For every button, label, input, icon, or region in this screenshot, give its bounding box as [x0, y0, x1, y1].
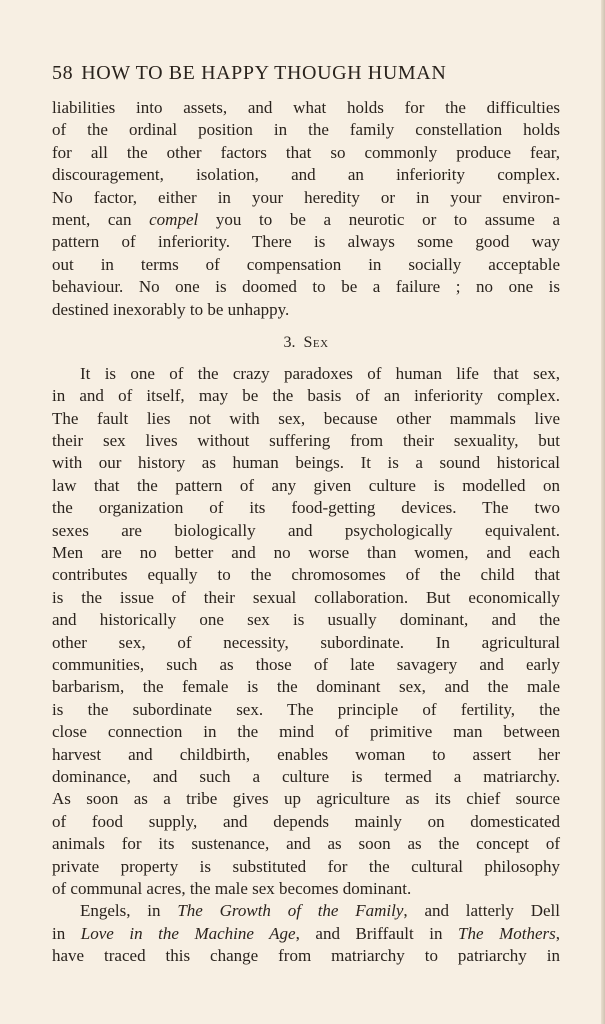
text-line: discouragement, isolation, and an inferiority complex.	[52, 165, 560, 185]
text-line: destined inexorably to be unhappy.	[52, 299, 290, 319]
page-number: 58	[52, 62, 74, 84]
text-line: their sex lives without suffering from their sexuality, but	[52, 431, 560, 451]
text-line: of the ordinal position in the family constellation holds	[52, 120, 560, 140]
text-line: It is one of the crazy paradoxes of human life that sex,	[80, 363, 560, 383]
paragraph-1	[52, 97, 560, 321]
text-line: in and of itself, may be the basis of an inferiority complex.	[52, 386, 560, 406]
text-line: of food supply, and depends mainly on domesticated	[52, 811, 560, 831]
text-line: close connection in the mind of primitive man between	[52, 722, 560, 742]
text-fragment: , and Briffault in	[295, 923, 459, 943]
text-line: Men are no better and no worse than women, and each	[52, 543, 560, 563]
text-line: have traced this change from matriarchy to patriarchy in	[52, 946, 560, 966]
text-line: for all the other factors that so commonly produce fear,	[52, 142, 560, 162]
text-line: other sex, of necessity, subordinate. In agricultural	[52, 632, 560, 652]
text-line: As soon as a tribe gives up agriculture as its chief source	[52, 789, 560, 809]
text-line: the organization of its food-getting devices. The two	[52, 498, 560, 518]
text-fragment: , and latterly Dell	[403, 901, 560, 921]
book-title: Love in the Machine Age	[80, 923, 296, 943]
text-line: The fault lies not with sex, because other mammals live	[52, 408, 560, 428]
section-number: 3.	[283, 333, 296, 351]
page-edge	[601, 0, 605, 1024]
text-line: private property is substituted for the cultural philosophy	[52, 856, 560, 876]
text-line-with-emphasis: ment, can compel you to be a neurotic or to assume a	[52, 209, 560, 229]
text-line: pattern of inferiority. There is always some good way	[52, 232, 560, 252]
running-head-title: HOW TO BE HAPPY THOUGH HUMAN	[81, 62, 447, 84]
section-title: Sex	[303, 333, 329, 351]
text-line: and historically one sex is usually dominant, and the	[52, 610, 560, 630]
book-title: The Growth of the Family	[177, 901, 404, 921]
paragraph-3	[52, 900, 560, 967]
text-line: liabilities into assets, and what holds for the difficulties	[52, 98, 560, 117]
text-line: dominance, and such a culture is termed a matriarchy.	[52, 766, 560, 786]
text-line: harvest and childbirth, enables woman to assert her	[52, 744, 560, 764]
text-line: is the issue of their sexual collaboration. But economically	[52, 587, 560, 607]
text-fragment: ,	[555, 923, 561, 943]
text-line: with our history as human beings. It is a sound historical	[52, 453, 560, 473]
text-line	[52, 923, 560, 945]
text-line: contributes equally to the chromosomes of the child that	[52, 565, 560, 585]
text-line: law that the pattern of any given culture is modelled on	[52, 475, 560, 495]
text-line: is the subordinate sex. The principle of fertility, the	[52, 699, 560, 719]
running-head	[52, 62, 560, 90]
text-fragment: in	[52, 923, 81, 943]
section-heading	[52, 323, 560, 363]
paragraph-2	[52, 363, 560, 900]
emphasized-word: compel	[149, 209, 199, 229]
text-line: sexes are biologically and psychologically equivalent.	[52, 520, 560, 540]
text-line: No factor, either in your heredity or in your environ-	[52, 187, 560, 207]
text-line: communities, such as those of late savagery and early	[52, 654, 560, 674]
book-page	[52, 62, 560, 967]
text-line	[52, 900, 560, 922]
text-line: behaviour. No one is doomed to be a failure ; no one is	[52, 277, 560, 297]
text-line: barbarism, the female is the dominant sex, and the male	[52, 677, 560, 697]
book-title: The Mothers	[458, 923, 556, 943]
text-line: of communal acres, the male sex becomes dominant.	[52, 878, 412, 898]
text-line: animals for its sustenance, and as soon as the concept of	[52, 834, 560, 854]
text-line: out in terms of compensation in socially acceptable	[52, 254, 560, 274]
text-fragment: Engels, in	[80, 901, 178, 921]
